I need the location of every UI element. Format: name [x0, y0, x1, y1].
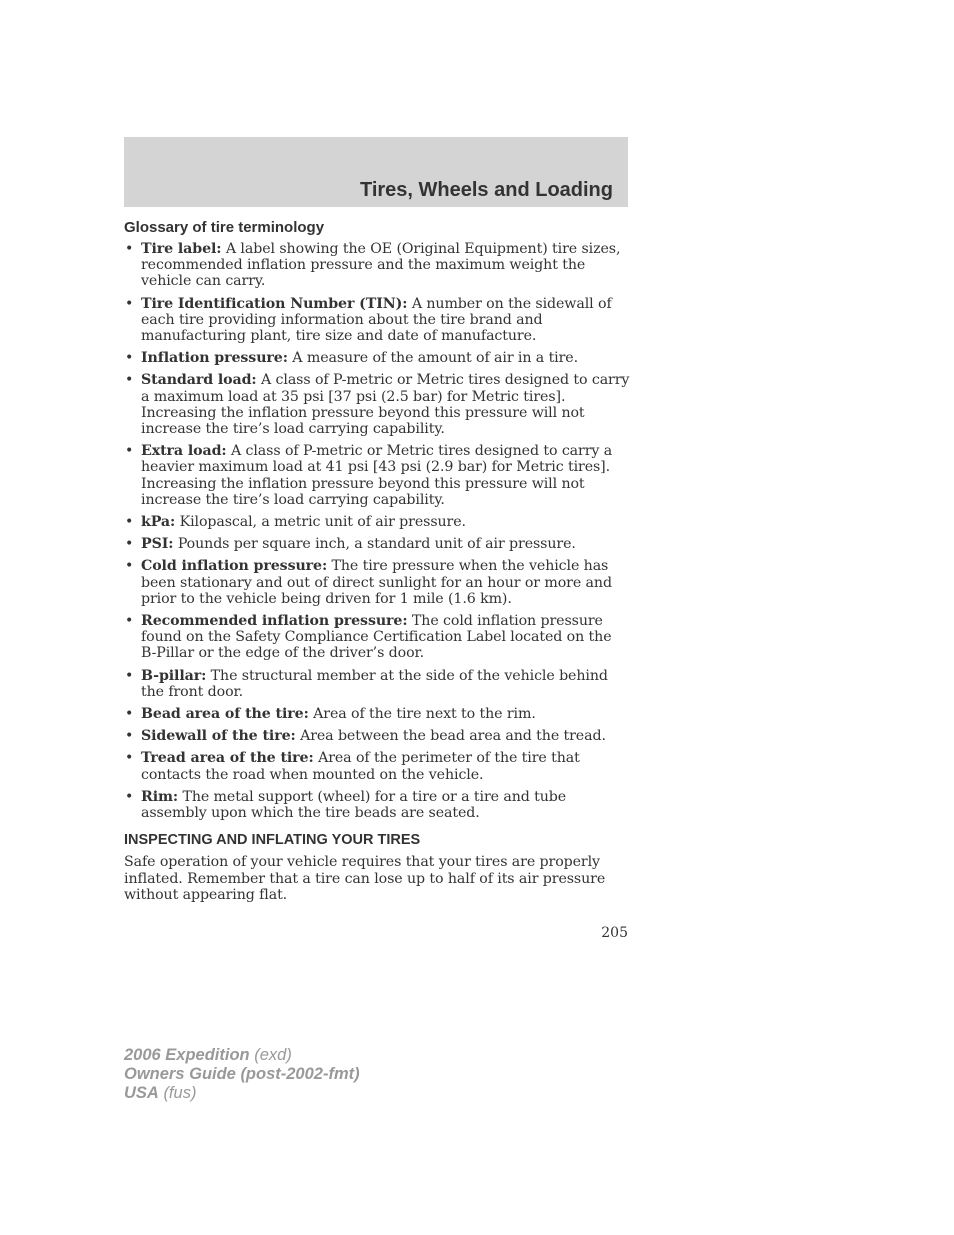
glossary-definition: The structural member at the side of the vehicle behind the front door. — [141, 667, 608, 700]
list-item: • Recommended inflation pressure: The cold inflation pressure found on the Safety Compliance Certification Label located on the B-Pillar or the edge of the driver’s door. — [125, 613, 612, 662]
glossary-term: Rim: — [141, 788, 179, 805]
inspecting-paragraph: Safe operation of your vehicle requires that your tires are properly inflated. Remember that a tire can lose up to half of its air pressure without appearing flat. — [124, 854, 606, 904]
glossary-term: Standard load: — [141, 372, 257, 389]
section-heading-inspecting: INSPECTING AND INFLATING YOUR TIRES — [124, 832, 421, 849]
chapter-title: Tires, Wheels and Loading — [359, 179, 613, 201]
glossary-term: Sidewall of the tire: — [141, 728, 296, 745]
list-item: • kPa: Kilopascal, a metric unit of air pressure. — [125, 514, 466, 531]
document-footer — [124, 1046, 360, 1103]
glossary-term: PSI: — [141, 536, 174, 553]
glossary-definition: Area of the tire next to the rim. — [313, 706, 536, 723]
glossary-heading: Glossary of tire terminology — [124, 219, 325, 236]
page-number: 205 — [601, 925, 628, 941]
glossary-term: Inflation pressure: — [141, 350, 288, 367]
footer-line-guide: Owners Guide (post-2002-fmt) — [124, 1065, 360, 1083]
glossary-definition: A number on the sidewall of each tire providing information about the tire brand and manufacturing plant, tire size and date of manufacture. — [141, 295, 612, 345]
footer-line-model: 2006 Expedition (exd) — [124, 1046, 292, 1064]
glossary-definition: Area of the perimeter of the tire that contacts the road when mounted on the vehicle. — [141, 750, 580, 783]
glossary-term: B-pillar: — [141, 667, 207, 684]
glossary-term: Tire label: — [141, 241, 222, 257]
list-item: • Bead area of the tire: Area of the tire next to the rim. — [125, 706, 536, 723]
glossary-definition: Kilopascal, a metric unit of air pressure. — [179, 514, 466, 531]
glossary-term: Tread area of the tire: — [141, 750, 314, 767]
list-item: • Sidewall of the tire: Area between the bead area and the tread. — [125, 728, 606, 745]
list-item: • Standard load: A class of P-metric or Metric tires designed to carry a maximum load at 35 psi [37 psi (2.5 bar) for Metric tires]. Increasing the inflation pressure beyond this pressure will not increase the tire’s load carrying capability. — [125, 372, 630, 438]
list-item: • Tread area of the tire: Area of the perimeter of the tire that contacts the road when mounted on the vehicle. — [125, 750, 580, 783]
list-item: • B-pillar: The structural member at the side of the vehicle behind the front door. — [125, 667, 608, 700]
glossary-term: kPa: — [141, 514, 176, 531]
glossary-definition: A class of P-metric or Metric tires designed to carry a maximum load at 35 psi [37 psi (2.5 bar) for Metric tires]. Increasing the inflation pressure beyond this pressure will not increase the tire’s load carrying capability. — [141, 372, 630, 438]
list-item: • Extra load: A class of P-metric or Metric tires designed to carry a heavier maximum load at 41 psi [43 psi (2.9 bar) for Metric tires]. Increasing the inflation pressure beyond this pressure will not increase the tire’s load carrying capability. — [125, 443, 613, 508]
glossary-term: Bead area of the tire: — [141, 706, 309, 723]
page-content — [124, 219, 630, 904]
list-item: • Cold inflation pressure: The tire pressure when the vehicle has been stationary and out of direct sunlight for an hour or more and prior to the vehicle being driven for 1 mile (1.6 km). — [125, 558, 612, 607]
glossary-term: Recommended inflation pressure: — [141, 613, 408, 630]
footer-line-market: USA (fus) — [124, 1084, 197, 1102]
glossary-definition: A class of P-metric or Metric tires designed to carry a heavier maximum load at 41 psi [43 psi (2.9 bar) for Metric tires]. Increasing the inflation pressure beyond this pressure will not increase the tire’s load carrying capability. — [141, 443, 613, 508]
glossary-definition: A label showing the OE (Original Equipment) tire sizes, recommended inflation pressure and the maximum weight the vehicle can carry. — [141, 241, 621, 290]
glossary-term: Cold inflation pressure: — [141, 558, 328, 575]
glossary-list — [124, 241, 630, 821]
list-item: • Tire Identification Number (TIN): A number on the sidewall of each tire providing information about the tire brand and manufacturing plant, tire size and date of manufacture. — [125, 295, 612, 345]
chapter-header — [124, 137, 628, 207]
glossary-term: Tire Identification Number (TIN): — [141, 295, 408, 312]
glossary-definition: Area between the bead area and the tread. — [300, 728, 606, 745]
list-item: • Rim: The metal support (wheel) for a tire or a tire and tube assembly upon which the tire beads are seated. — [125, 788, 567, 822]
glossary-definition: The tire pressure when the vehicle has been stationary and out of direct sunlight for an hour or more and prior to the vehicle being driven for 1 mile (1.6 km). — [141, 558, 612, 607]
glossary-definition: A measure of the amount of air in a tire. — [292, 350, 579, 367]
list-item: • Tire label: A label showing the OE (Original Equipment) tire sizes, recommended inflation pressure and the maximum weight the vehicle can carry. — [125, 241, 621, 290]
list-item: • PSI: Pounds per square inch, a standard unit of air pressure. — [125, 536, 576, 553]
list-item: • Inflation pressure: A measure of the amount of air in a tire. — [125, 350, 579, 367]
glossary-definition: The metal support (wheel) for a tire or a tire and tube assembly upon which the tire beads are seated. — [141, 788, 567, 822]
glossary-definition: Pounds per square inch, a standard unit of air pressure. — [177, 536, 576, 553]
glossary-definition: The cold inflation pressure found on the Safety Compliance Certification Label located on the B-Pillar or the edge of the driver’s door. — [141, 613, 612, 662]
glossary-term: Extra load: — [141, 443, 227, 460]
